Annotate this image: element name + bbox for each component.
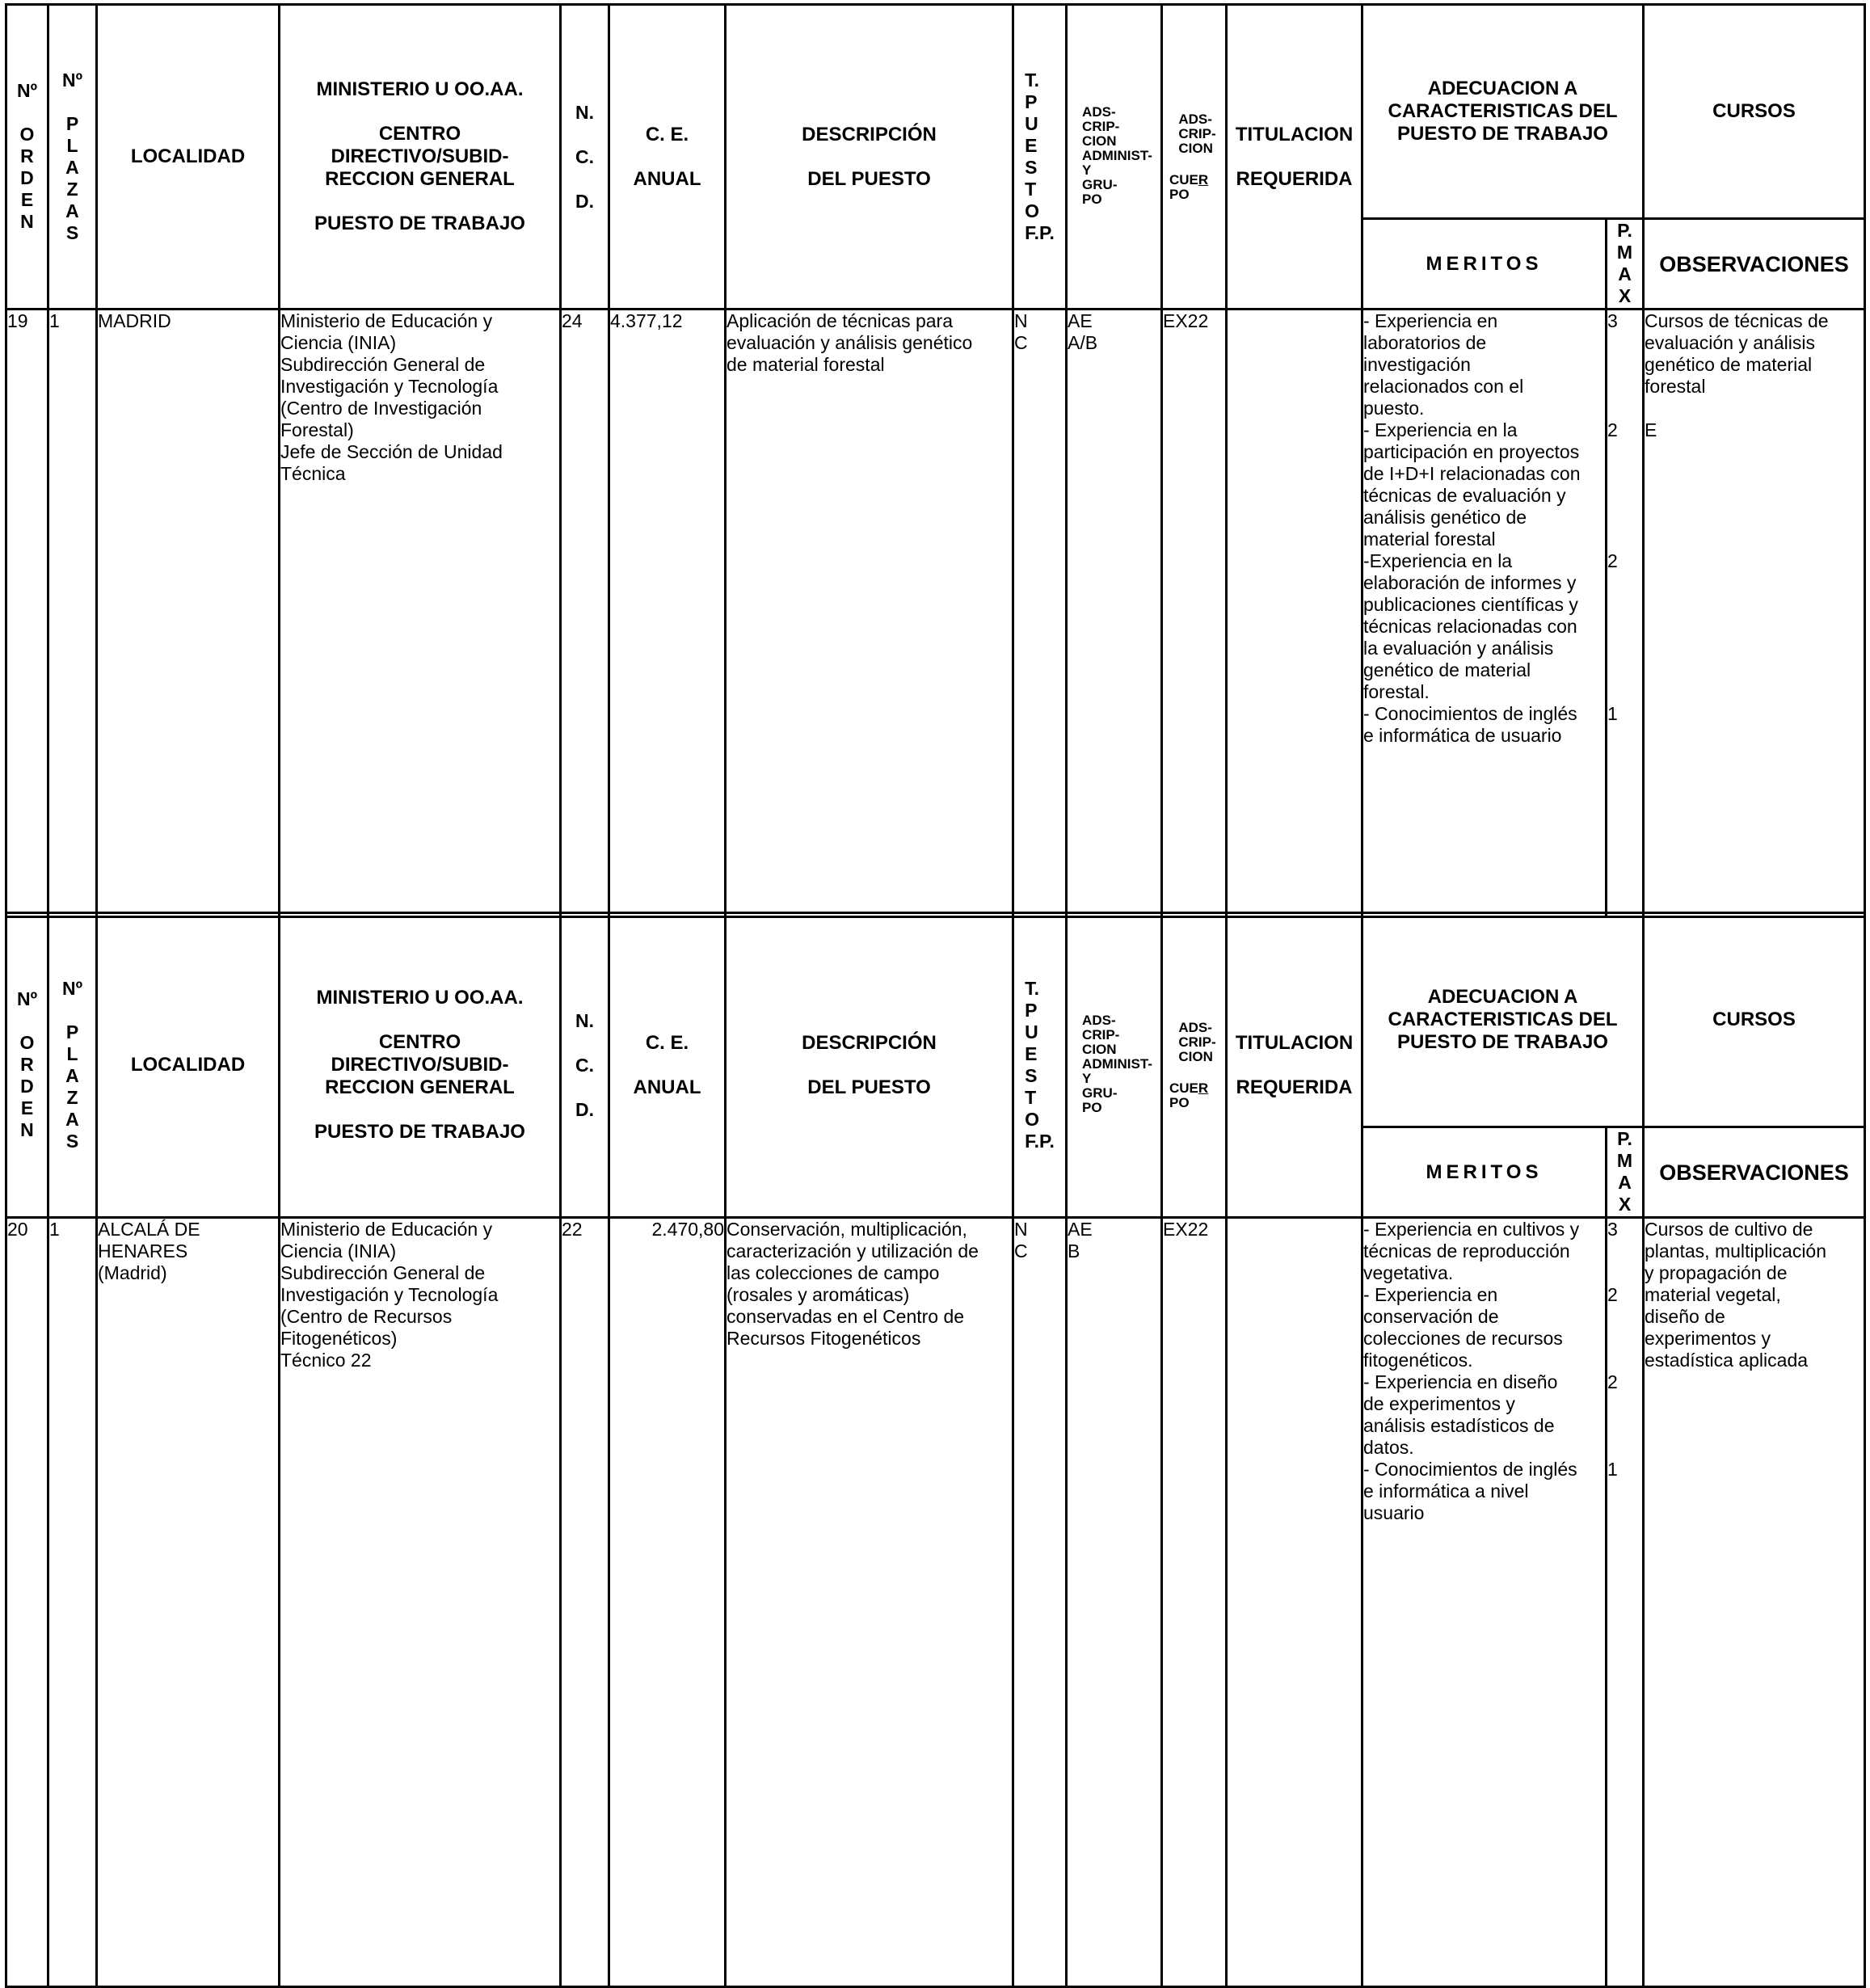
merit-item: -Experiencia en la elaboración de informes y publicaciones científicas y técnicas relacionadas con la evaluación y análisis genético de material forestal. [1363,550,1578,702]
header-letter: ADMINIST- [1082,1055,1152,1072]
header-letter: S [1025,156,1038,178]
header-letter: E [1025,1042,1038,1064]
header-letter: GRU- [1082,1085,1118,1101]
header-localidad: LOCALIDAD [97,913,280,1218]
pmax-value: 3 [1607,1219,1618,1240]
meritos-cell [1362,310,1607,917]
header-letter: T. [1025,69,1040,91]
header-ce: C. E. ANUAL [609,913,726,1218]
header-letter: L [66,134,78,156]
header-letter: Nº [61,977,82,999]
header-letter [62,91,82,113]
header-letter: ADS- [1178,111,1212,127]
cursos-text: Cursos de cultivo de plantas, multiplicación y propagación de material vegetal, diseño de experimentos y estadística aplicada [1645,1219,1827,1371]
pmax-value: 1 [1607,703,1618,724]
header-ads-admin [1067,913,1162,1218]
header-letter: O [19,124,35,145]
tpuesto-cell: N C [1013,310,1067,917]
plazas-cell: 1 [48,1218,97,1987]
header-letter: T. [1025,977,1040,999]
header-letter: CION [1178,1048,1213,1064]
header-row [6,5,1865,219]
header-row [6,913,1865,1127]
header-tpuesto [1013,5,1067,310]
header-letter: CION [1082,133,1117,149]
table-row [6,1218,1865,1987]
cursos-cell [1644,310,1865,917]
header-letter: R [20,145,34,166]
header-letter: D. [575,1098,594,1120]
header-ministerio: MINISTERIO U OO.AA. CENTRO DIRECTIVO/SUBID- RECCION GENERAL PUESTO DE TRABAJO [280,5,561,310]
cursos-text: Cursos de técnicas de evaluación y análisis genético de material forestal [1645,310,1829,397]
header-letter: S [1025,1064,1038,1086]
header-letter: U [1025,112,1038,134]
ads-admin-cell: AE A/B [1067,310,1162,917]
header-letter: T [1025,178,1037,200]
header-observaciones: OBSERVACIONES [1644,219,1865,310]
header-letter: S [65,1130,79,1152]
header-orden [6,5,48,310]
header-letter: Z [66,1086,78,1108]
header-plazas [48,5,97,310]
header-letter: E [20,1097,34,1118]
header-letter: PO [1082,191,1102,207]
header-meritos: MERITOS [1362,1127,1607,1218]
header-letter: CRIP- [1082,118,1120,134]
header-letter: E [1025,134,1038,156]
header-letter: N. [575,1009,594,1031]
centro-cell: Ministerio de Educación y Ciencia (INIA) Subdirección General de Investigación y Tecnología (Centro de Investigación Forestal) Jefe de Sección de Unidad Técnica [280,310,561,917]
header-letter [62,1000,82,1021]
header-letter: CION [1178,140,1213,156]
header-letter: A [1618,1172,1632,1193]
job-table-2 [5,912,1866,1988]
header-letter: ADS- [1082,103,1116,120]
header-letter: GRU- [1082,176,1118,192]
header-letter: ADS- [1178,1019,1212,1035]
header-letter: CRIP- [1082,1026,1120,1042]
pmax-value: 3 [1607,310,1618,331]
header-letter: Z [66,178,78,200]
titulacion-cell [1227,310,1362,917]
header-letter: P [65,112,79,134]
merit-item: - Experiencia en conservación de colecciones de recursos fitogenéticos. [1363,1284,1563,1371]
orden-cell: 19 [6,310,48,917]
header-letter: X [1618,285,1632,306]
header-cursos: CURSOS [1644,5,1865,219]
header-letter: M [1616,242,1633,263]
header-letter: A [65,1108,79,1130]
pmax-value: 2 [1607,550,1618,571]
header-letter: Nº [16,988,37,1009]
header-letter: Nº [61,69,82,91]
header-localidad: LOCALIDAD [97,5,280,310]
header-orden [6,913,48,1218]
header-letter: A [65,200,79,221]
header-letter: F.P. [1025,221,1055,243]
localidad-cell: MADRID [97,310,280,917]
header-observaciones: OBSERVACIONES [1644,1127,1865,1218]
ce-cell: 4.377,12 [609,310,726,917]
header-pmax [1607,1127,1644,1218]
orden-cell: 20 [6,1218,48,1987]
header-letter: E [20,189,34,210]
header-letter: T [1025,1086,1037,1108]
header-letter: N [20,1119,34,1140]
pmax-value: 2 [1607,1284,1618,1305]
header-letter: Y [1082,162,1092,178]
centro-cell: Ministerio de Educación y Ciencia (INIA) Subdirección General de Investigación y Tecnología (Centro de Recursos Fitogenéticos) Técnico 22 [280,1218,561,1987]
pmax-cell [1607,310,1644,917]
pmax-cell [1607,1218,1644,1987]
tpuesto-cell: N C [1013,1218,1067,1987]
descripcion-cell: Aplicación de técnicas para evaluación y análisis genético de material forestal [726,310,1013,917]
header-adecuacion: ADECUACION A CARACTERISTICAS DEL PUESTO DE TRABAJO [1362,5,1644,219]
header-meritos: MERITOS [1362,219,1607,310]
header-letter: P. [1617,220,1632,241]
header-descripcion: DESCRIPCIÓN DEL PUESTO [726,5,1013,310]
header-letter: ADS- [1082,1012,1116,1028]
header-letter: R [20,1054,34,1075]
header-letter: Y [1082,1070,1092,1086]
header-letter: L [66,1042,78,1064]
header-ce: C. E. ANUAL [609,5,726,310]
header-cursos: CURSOS [1644,913,1865,1127]
header-adecuacion: ADECUACION A CARACTERISTICAS DEL PUESTO DE TRABAJO [1362,913,1644,1127]
header-letter: D [20,167,34,188]
cursos-cell [1644,1218,1865,1987]
header-letter: A [65,1064,79,1086]
header-letter: P [1025,91,1038,112]
titulacion-cell [1227,1218,1362,1987]
merit-item: - Conocimientos de inglés e informática a nivel usuario [1363,1459,1577,1523]
header-letter: S [65,221,79,243]
observaciones-mark: E [1645,419,1657,440]
header-titulacion: TITULACION REQUERIDA [1227,913,1362,1218]
header-pmax [1607,219,1644,310]
merit-item: - Conocimientos de inglés e informática de usuario [1363,703,1577,746]
header-letter: U [1025,1021,1038,1042]
header-letter: A [65,156,79,178]
header-letter: P. [1617,1128,1632,1149]
header-letter: CRIP- [1178,125,1216,141]
header-letter: ADMINIST- [1082,147,1152,163]
ncd-cell: 22 [561,1218,609,1987]
header-letter [17,102,37,124]
merit-item: - Experiencia en la participación en proyectos de I+D+I relacionadas con técnicas de evaluación y análisis genético de material forestal [1363,419,1581,550]
header-letter: D [20,1076,34,1097]
header-letter: O [1025,200,1040,221]
ncd-cell: 24 [561,310,609,917]
header-letter: F.P. [1025,1130,1055,1152]
header-letter: X [1618,1194,1632,1215]
header-letter: P [65,1021,79,1042]
job-table-1 [5,3,1866,918]
header-letter: D. [575,190,594,212]
header-titulacion: TITULACION REQUERIDA [1227,5,1362,310]
header-letter: A [1618,263,1632,284]
header-letter: C. [575,145,594,167]
table-row [6,310,1865,917]
plazas-cell: 1 [48,310,97,917]
pmax-value: 1 [1607,1459,1618,1480]
header-letter: N [20,211,34,232]
header-descripcion: DESCRIPCIÓN DEL PUESTO [726,913,1013,1218]
header-letter: C. [575,1054,594,1076]
ce-cell: 2.470,80 [609,1218,726,1987]
header-letter: CRIP- [1178,1034,1216,1050]
header-letter: N. [575,101,594,123]
header-letter: M [1616,1150,1633,1171]
descripcion-cell: Conservación, multiplicación, caracterización y utilización de las colecciones de campo (rosales y aromáticas) conservadas en el Centro de Recursos Fitogenéticos [726,1218,1013,1987]
pmax-value: 2 [1607,419,1618,440]
ads-admin-cell: AE B [1067,1218,1162,1987]
localidad-cell: ALCALÁ DE HENARES (Madrid) [97,1218,280,1987]
header-ministerio: MINISTERIO U OO.AA. CENTRO DIRECTIVO/SUBID- RECCION GENERAL PUESTO DE TRABAJO [280,913,561,1218]
header-ncd [561,913,609,1218]
ads-cuerpo-cell: EX22 [1162,1218,1227,1987]
header-letter: Nº [16,80,37,101]
merit-item: - Experiencia en laboratorios de investigación relacionados con el puesto. [1363,310,1524,419]
header-plazas [48,913,97,1218]
merit-item: - Experiencia en diseño de experimentos y análisis estadísticos de datos. [1363,1371,1558,1458]
header-letter: O [19,1032,35,1053]
header-ads-cuerpo: ADS- CRIP- CION CUER PO [1162,5,1227,310]
header-ncd [561,5,609,310]
header-letter: CION [1082,1041,1117,1057]
header-letter: PO [1082,1099,1102,1115]
header-ads-cuerpo: ADS- CRIP- CION CUER PO [1162,913,1227,1218]
header-letter [17,1010,37,1032]
merit-item: - Experiencia en cultivos y técnicas de reproducción vegetativa. [1363,1219,1580,1283]
header-letter: P [1025,999,1038,1021]
ads-cuerpo-cell: EX22 [1162,310,1227,917]
header-tpuesto [1013,913,1067,1218]
meritos-cell [1362,1218,1607,1987]
header-letter: O [1025,1108,1040,1130]
pmax-value: 2 [1607,1371,1618,1392]
header-ads-admin [1067,5,1162,310]
